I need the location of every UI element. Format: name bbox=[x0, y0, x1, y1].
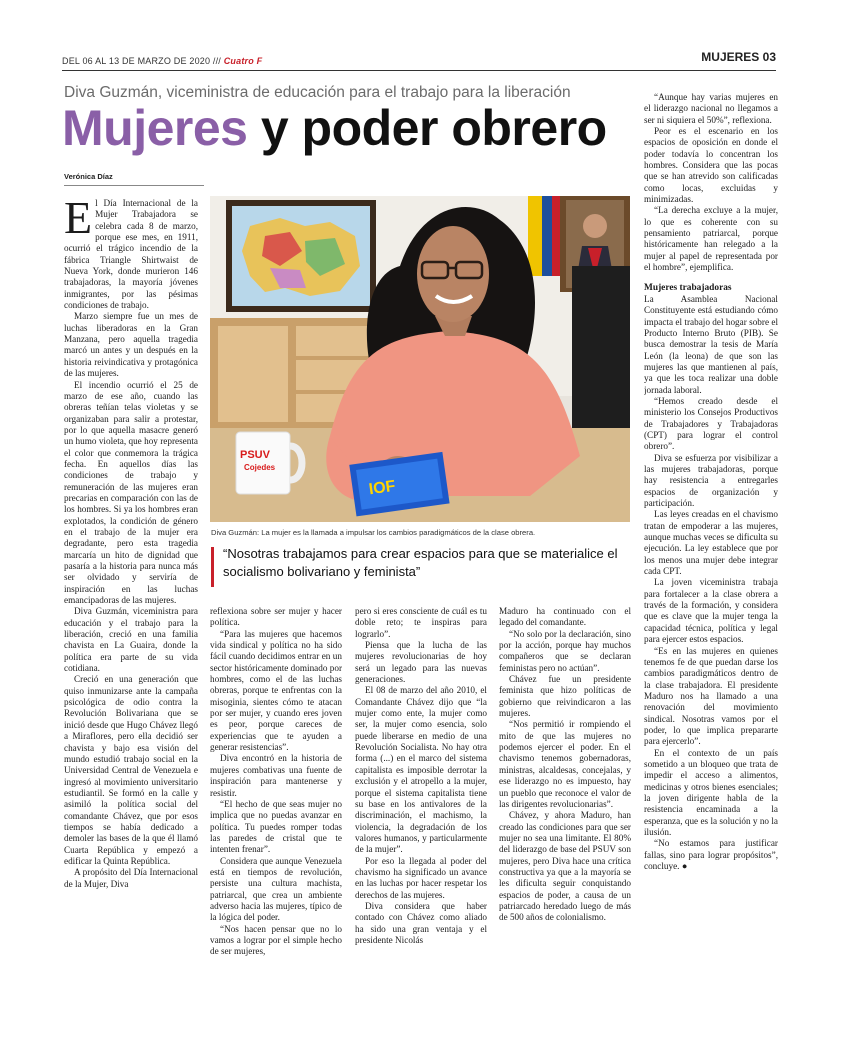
col2-paragraph-3: Diva encontró en la historia de mujeres combativas una fuente de inspiración para mantenerse y resistir. bbox=[210, 753, 342, 798]
issue-dates-text: DEL 06 AL 13 DE MARZO DE 2020 /// bbox=[62, 56, 222, 66]
col1-p1-text: l Día Internacional de la Mujer Trabajadora se celebra cada 8 de marzo, porque ese mes, en 1911, ocurrió el trágico incendio de la fábrica Triangle Shirtwaist de Nueva York, donde murieron 146 trabajadoras, la mayoría jóvenes inmigrantes, por las pésimas condiciones de trabajo. bbox=[64, 198, 198, 311]
col5-paragraph-5: “Hemos creado desde el ministerio los Consejos Productivos de Trabajadores y Trabajadoras (CPT) para lograr el control obrero”. bbox=[644, 395, 778, 452]
col5-paragraph-2: Peor es el escenario en los espacios de oposición en donde el poder todavía lo concentran los hombres. Considera que las pocas que se han atrevido son calificadas como locas, excluidas y minimizadas. bbox=[644, 126, 778, 205]
col5-paragraph-1: “Aunque hay varias mujeres en el liderazgo nacional no llegamos a ser ni siquiera el 50%”, reflexiona. bbox=[644, 92, 778, 125]
newspaper-logo: Cuatro F bbox=[223, 56, 263, 66]
col3-paragraph-3: El 08 de marzo del año 2010, el Comandante Chávez dijo que “la mujer como ente, la mujer como ser, la mujer como esencia, solo puede liberarse en medio de una Revolución Socialista. No hay otra forma (...) en el marco del sistema capitalista es imposible derrotar la exclusión y el atropello a la mujer, porque el sistema capitalista tiene su base en los antivalores de la discriminación, el machismo, la violencia, la degradación de los valores humanos, y particularmente de la mujer”. bbox=[355, 685, 487, 855]
drop-cap: E bbox=[64, 198, 93, 243]
col1-paragraph-1 bbox=[64, 198, 198, 311]
article-column-5 bbox=[644, 92, 778, 1032]
col3-paragraph-4: Por eso la llegada al poder del chavismo ha significado un avance en las luchas por hacer respetar los derechos de las mujeres. bbox=[355, 855, 487, 900]
article-column-4 bbox=[499, 606, 631, 1030]
col5-paragraph-6: Diva se esfuerza por visibilizar a las mujeres trabajadoras, porque hay resistencia a entregarles espacios de organización y participación. bbox=[644, 452, 778, 509]
col2-paragraph-4: “El hecho de que seas mujer no implica que no puedas avanzar en política. Tu puedes romper todas las paredes de cristal que te intenten frenar”. bbox=[210, 798, 342, 855]
article-headline bbox=[62, 98, 632, 158]
col2-paragraph-1: reflexiona sobre ser mujer y hacer política. bbox=[210, 606, 342, 628]
col1-paragraph-3: El incendio ocurrió el 25 de marzo de ese año, cuando las obreras teñían telas violetas y se organizaban para salir a protestar, por lo que aquella masacre generó un humo violeta, que hoy representa el color que conmemora la trágica fecha. En aquellos días las condiciones de trabajo y remuneración de las mujeres eran precarias en comparación con las de los hombres. Si ya los hombres eran explotados, la condición de género en el trabajo de la mujer era degradante, pero esta tragedia marcaría un hito de dignidad que pasaría a la historia para nunca más ser olvidado y serviría de inspiración en las luchas emancipadoras de las mujeres. bbox=[64, 379, 198, 606]
col4-paragraph-3: Chávez fue un presidente feminista que hizo políticas de gobierno que reivindicaron a las mujeres. bbox=[499, 674, 631, 719]
col4-paragraph-5: Chávez, y ahora Maduro, han creado las condiciones para que ser mujer no sea una limitante. El 80% del liderazgo de base del PSUV son mujeres, pero Diva hace una crítica constructiva ya que a la mayoría se les dificulta seguir conquistando espacios de poder, a causa de un patriarcado heredado luego de más de 500 años de colonialismo. bbox=[499, 810, 631, 923]
article-photo bbox=[210, 196, 630, 522]
article-kicker: Diva Guzmán, viceministra de educación para el trabajo para la liberación bbox=[64, 84, 571, 101]
article-column-3 bbox=[355, 606, 487, 1030]
col1-paragraph-4: Diva Guzmán, viceministra para educación y el trabajo para la liberación, creció en una familia chavista en La Guaira, donde la política era parte de su vida cotidiana. bbox=[64, 606, 198, 674]
section-page-label: MUJERES 03 bbox=[701, 50, 776, 64]
mug-text-2: Cojedes bbox=[244, 463, 276, 472]
subhead-mujeres-trabajadoras: Mujeres trabajadoras bbox=[644, 282, 732, 293]
col1-paragraph-5: Creció en una generación que quiso inmunizarse ante la campaña psicológica de odio contra la Revolución Bolivariana que se inició desde que Hugo Chávez llegó a Miraflores, pero ella decidió ser chavista y bajo esa visión del mundo estudió trabajo social en la Universidad Central de Venezuela e ingresó al movimiento universitario estudiantil. Se formó en la calle y asimiló la política social del comandante Chávez, que por esos tiempos se había dedicado a demoler las bases de la que él llamó Cuarta República y empezó a edificar la Quinta República. bbox=[64, 674, 198, 866]
article-column-2 bbox=[210, 606, 342, 1030]
pull-quote bbox=[211, 545, 631, 587]
col5-paragraph-3: “La derecha excluye a la mujer, lo que es coherente con su pensamiento patriarcal, porque históricamente han relegado a la mujer al papel de representada por el hombre”, ejemplifica. bbox=[644, 205, 778, 273]
issue-dates bbox=[62, 56, 262, 66]
pull-quote-text: “Nosotras trabajamos para crear espacios para que se materialice el socialismo bolivariano y feminista” bbox=[223, 546, 618, 579]
headline-rest: y poder obrero bbox=[247, 100, 607, 156]
header-divider bbox=[62, 70, 776, 71]
byline: Verónica Díaz bbox=[64, 172, 113, 181]
col5-paragraph-7: Las leyes creadas en el chavismo tratan de empoderar a las mujeres, aunque muchas veces se dificulta su ejecución. La ley establece que por los menos una mujer debe integrar cada CPT. bbox=[644, 509, 778, 577]
article-column-1 bbox=[64, 198, 198, 1028]
col2-paragraph-6: “Nos hacen pensar que no lo vamos a lograr por el simple hecho de ser mujeres, bbox=[210, 923, 342, 957]
pull-quote-bar bbox=[211, 547, 214, 587]
byline-divider bbox=[64, 185, 204, 186]
col2-paragraph-2: “Para las mujeres que hacemos vida sindical y política no ha sido fácil cuando decidimos entrar en un sector históricamente dominado por hombres, como el de las luchas obreras, porque te enfrentas con la misoginia, sientes cómo te atacan por ser mujer, y cuando eres joven es peor, porque careces de experiencias que te ayuden a generar resistencias”. bbox=[210, 628, 342, 753]
col2-paragraph-5: Considera que aunque Venezuela está en tiempos de revolución, persiste una cultura machista, patriarcal, que crea un ambiente adverso hacia las mujeres, típico de la lógica del poder. bbox=[210, 855, 342, 923]
mug-text-1: PSUV bbox=[240, 449, 270, 461]
col3-paragraph-1: pero si eres consciente de cuál es tu doble reto; te inspiras para lograrlo”. bbox=[355, 606, 487, 639]
headline-highlight: Mujeres bbox=[62, 100, 248, 156]
col1-paragraph-6: A propósito del Día Internacional de la Mujer, Diva bbox=[64, 867, 198, 889]
col4-paragraph-2: “No solo por la declaración, sino por la acción, porque hay muchos compañeros que se declaran feministas pero no actúan”. bbox=[499, 628, 631, 673]
col1-paragraph-2: Marzo siempre fue un mes de luchas liberadoras en la Gran Manzana, pero aquella tragedia marcó un antes y un después en la historia reivindicativa y protagónica de las mujeres. bbox=[64, 311, 198, 379]
col4-paragraph-1: Maduro ha continuado con el legado del comandante. bbox=[499, 606, 631, 628]
col5-paragraph-4: La Asamblea Nacional Constituyente está estudiando cómo impacta el trabajo del hogar sobre el Producto Interno Bruto (PIB). Se busca demostrar la tesis de María León (la leona) de que son las mujeres las que mantienen al país, ya que les toca realizar una doble jornada laboral. bbox=[644, 293, 778, 395]
col3-paragraph-5: Diva considera que haber contado con Chávez como aliado ha sido una gran ventaja y el presidente Nicolás bbox=[355, 900, 487, 945]
col5-paragraph-10: En el contexto de un país sometido a un bloqueo que trata de impedir el acceso a alimentos, medicinas y otros bienes esenciales; la joven dirigente habla de la resistencia encaminada a la esperanza, que es la solución y no la ilusión. bbox=[644, 747, 778, 837]
photo-caption: Diva Guzmán: La mujer es la llamada a impulsar los cambios paradigmáticos de la clase obrera. bbox=[211, 528, 536, 537]
col5-paragraph-9: “Es en las mujeres en quienes tenemos fe de que puedan darse los cambios paradigmáticos dentro de la clase trabajadora. El presidente Maduro nos ha llamado a una renovación del movimiento sindical. Nosotras vamos por el poder, lo que implica prepararte para ejercerlo”. bbox=[644, 645, 778, 747]
photo-illustration bbox=[210, 196, 630, 522]
col3-paragraph-2: Piensa que la lucha de las mujeres revolucionarias de hoy será un legado para las nuevas generaciones. bbox=[355, 640, 487, 685]
col5-paragraph-11: “No estamos para justificar fallas, sino para lograr propósitos”, concluye. ● bbox=[644, 838, 778, 872]
col5-paragraph-8: La joven viceministra trabaja para fortalecer a la clase obrera a través de la formación, y considera que es clave que la mujer tenga la capacidad técnica, política y legal para ejercer estos espacios. bbox=[644, 577, 778, 645]
booklet-text: IOF bbox=[367, 477, 397, 499]
col4-paragraph-4: “Nos permitió ir rompiendo el mito de que las mujeres no podemos ejercer el poder. En el chavismo tenemos gobernadoras, ministras, alcaldesas, concejalas, y ese liderazgo no es impuesto, hay un pueblo que reconoce el valor de las dirigentes revolucionarias”. bbox=[499, 719, 631, 809]
